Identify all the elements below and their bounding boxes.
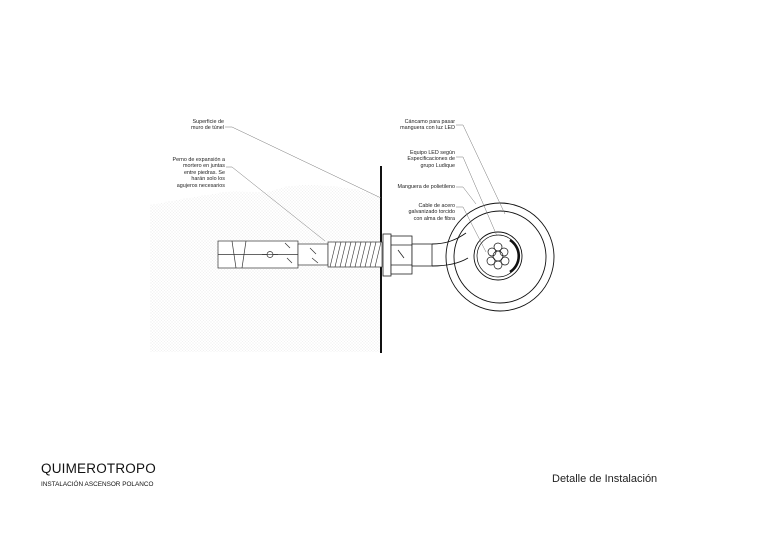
led-hose-section <box>474 232 522 280</box>
detail-title: Detalle de Instalación <box>552 473 658 485</box>
label-cancamo: Cáncamo para pasar manguera con luz LED <box>400 119 455 132</box>
tunnel-wall-texture <box>150 185 380 352</box>
project-title: QUIMEROTROPO <box>41 461 156 476</box>
nut-and-washer <box>383 234 432 276</box>
label-cable: Cable de acero galvanizado torcido con alma de fibra <box>408 203 455 222</box>
expansion-anchor <box>218 241 382 268</box>
label-equipo: Equipo LED según Especificaciones de grupo Ludique <box>407 150 455 169</box>
label-superficie: Superficie de muro de túnel <box>191 119 224 132</box>
label-perno: Perno de expansión a mortero en juntas entre piedras. Se harán solo los agujeros necesarios <box>172 157 225 189</box>
project-subtitle: INSTALACIÓN ASCENSOR POLANCO <box>41 481 154 488</box>
label-manguera: Manguera de polietileno <box>397 184 455 190</box>
